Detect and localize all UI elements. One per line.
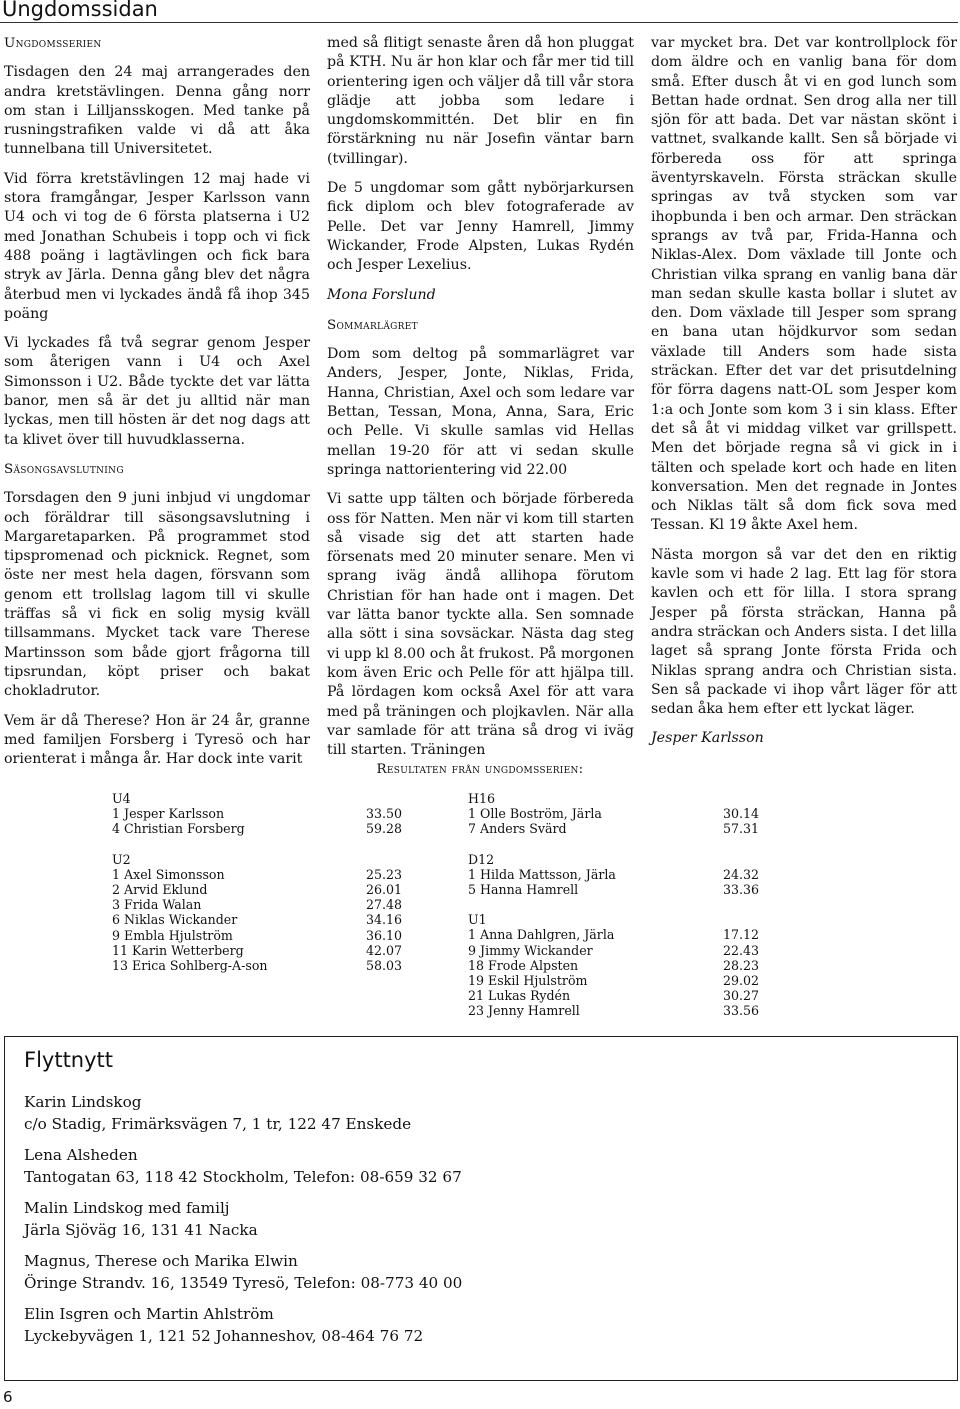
result-row: 1 Anna Dahlgren, Järla 17.12	[468, 927, 760, 943]
results-group	[112, 791, 412, 837]
column-3	[651, 34, 957, 760]
entry-address: c/o Stadig, Frimärksvägen 7, 1 tr, 122 47 Enskede	[24, 1114, 412, 1133]
section-heading-sommarlagret: Sommarlägret	[327, 317, 418, 333]
signature: Jesper Karlsson	[651, 730, 764, 747]
class-label: U4	[112, 791, 131, 806]
result-row: 9 Jimmy Wickander 22.43	[468, 942, 760, 958]
address-entry	[24, 1304, 462, 1347]
class-label: D12	[468, 851, 495, 867]
result-row: 19 Eskil Hjulström 29.02	[468, 972, 760, 988]
class-label: H16	[468, 791, 496, 806]
results-group	[468, 852, 768, 898]
results-group	[112, 852, 412, 974]
section-heading-ungdomsserien: Ungdomsserien	[4, 36, 102, 51]
result-row: 13 Erica Sohlberg-A-son 58.03	[112, 957, 403, 973]
address-entry	[24, 1251, 462, 1294]
signature: Mona Forslund	[327, 286, 436, 303]
result-row: 6 Niklas Wickander 34.16	[112, 912, 403, 928]
paragraph: Dom som deltog på sommarlägret var Anders, Jesper, Jonte, Niklas, Frida, Hanna, Christian, Axel och som ledare var Bettan, Tessan, Mona, Anna, Sara, Eric och Pelle. Vi skulle samlas vid Hellas mellan 19-20 för att vi sedan skulle springa nattorientering vid 22.00	[327, 346, 634, 478]
result-row: 18 Frode Alpsten 28.23	[468, 957, 760, 973]
entry-address: Tantogatan 63, 118 42 Stockholm, Telefon: 08-659 32 67	[24, 1167, 462, 1186]
paragraph: med så flitigt senaste åren då hon pluggat på KTH. Nu är hon klar och får mer tid till orientering igen och väljer då till vår stora glädje att jobba som ledare i ungdomskommittén. Det blir en fin förstärkning nu när Josefin väntar barn (tvillingar).	[327, 35, 634, 167]
results-title: Resultaten från ungdomsserien:	[376, 762, 584, 777]
results-right	[468, 791, 768, 1033]
result-row: 1 Axel Simonsson 25.23	[112, 866, 403, 882]
result-row: 1 Hilda Mattsson, Järla 24.32	[468, 866, 760, 882]
result-row: 1 Olle Boström, Järla 30.14	[468, 806, 760, 822]
entry-address: Järla Sjöväg 16, 131 41 Nacka	[24, 1220, 258, 1239]
address-entry	[24, 1145, 462, 1188]
result-row: 7 Anders Svärd 57.31	[468, 821, 760, 837]
result-row: 2 Arvid Eklund 26.01	[112, 881, 403, 897]
class-label: U1	[468, 912, 487, 928]
results-left	[112, 791, 412, 988]
entry-name: Magnus, Therese och Marika Elwin	[24, 1252, 298, 1270]
header-title: Ungdomssidan	[2, 0, 158, 21]
flyttnytt-title: Flyttnytt	[24, 1048, 114, 1072]
entry-address: Öringe Strandv. 16, 13549 Tyresö, Telefon: 08-773 40 00	[24, 1273, 463, 1292]
result-row: 3 Frida Walan 27.48	[112, 897, 403, 913]
result-row: 5 Hanna Hamrell 33.36	[468, 881, 760, 897]
column-2	[327, 34, 634, 770]
entry-name: Karin Lindskog	[24, 1093, 142, 1111]
entry-address: Lyckebyvägen 1, 121 52 Johanneshov, 08-464 76 72	[24, 1326, 424, 1345]
section-heading-sasongsavslutning: Säsongsavslutning	[4, 461, 124, 477]
result-row: 4 Christian Forsberg 59.28	[112, 821, 403, 837]
paragraph: Tisdagen den 24 maj arrangerades den andra kretstävlingen. Denna gång norr om stan i Lilljansskogen. Med tanke på rusningstrafiken valde vi då att åka tunnelbana till Universitetet.	[4, 64, 310, 158]
column-1	[4, 34, 310, 779]
result-row: 23 Jenny Hamrell 33.56	[468, 1003, 760, 1019]
paragraph: Vem är då Therese? Hon är 24 år, granne med familjen Forsberg i Tyresö och har orienterat i många år. Har dock inte varit	[4, 712, 310, 768]
results-group	[468, 912, 768, 1018]
page-number: 6	[3, 1388, 13, 1406]
paragraph: Vi lyckades få två segrar genom Jesper som återigen vann i U4 och Axel Simonsson i U2. Både tyckte det var lätta banor, men så är det ju alltid när man lyckas, men till hösten är det nog dags att ta klivet över till huvudklasserna.	[4, 335, 310, 448]
paragraph: Vi satte upp tälten och började förbereda oss för Natten. Men när vi kom till starten så visade sig det att starten hade försenats med 20 minuter senare. Men vi sprang iväg ändå allihopa förutom Christian för han hade ont i magen. Det var lätta banor tyckte alla. Sen somnade alla sött i sina sovsäckar. Nästa dag steg vi upp kl 8.00 och åt frukost. På morgonen kom även Eric och Pelle för att hjälpa till. På lördagen kom också Axel för att vara med på träningen och plojkavlen. När alla var samlade för att träna så drog vi iväg till starten. Träningen	[327, 491, 634, 759]
address-entry	[24, 1092, 462, 1135]
paragraph: Vid förra kretstävlingen 12 maj hade vi stora framgångar, Jesper Karlsson vann U4 och vi tog de 6 första platserna i U2 med Jonathan Schubeis i topp och vi fick 488 poäng i lagtävlingen och fick bara stryk av Järla. Denna gång blev det några återbud men vi lyckades ändå få ihop 345 poäng	[4, 170, 310, 322]
result-row: 21 Lukas Rydén 30.27	[468, 988, 760, 1004]
page-header	[0, 0, 958, 23]
paragraph: Torsdagen den 9 juni inbjud vi ungdomar och föräldrar till säsongsavslutning i Margaretaparken. På programmet stod tipspromenad och picknick. Regnet, som öste ner mest hela dagen, försvann som genom ett trollslag lagom till vi skulle träffas så vi fick en solig mysig kväll tillsammans. Mycket tack vare Therese Martinsson som både gjort frågorna till tipsrundan, köpt priser och bakat chokladrutor.	[4, 490, 310, 700]
result-row: 1 Jesper Karlsson 33.50	[112, 806, 403, 822]
paragraph: Nästa morgon så var det den en riktig kavle som vi hade 2 lag. Ett lag för stora kavlen och ett för lilla. I stora sprang Jesper på första sträckan, Hanna på andra sträckan och Anders sista. I det lilla laget så sprang Jonte första Frida och Niklas sprang andra och Christian sista. Sen så packade vi ihop vårt läger för att sedan åka hem efter ett lyckat läger.	[651, 546, 957, 718]
flyttnytt-box	[4, 1036, 958, 1381]
entry-name: Lena Alsheden	[24, 1146, 138, 1164]
class-label: U2	[112, 851, 131, 867]
result-row: 9 Embla Hjulström 36.10	[112, 927, 403, 943]
paragraph: De 5 ungdomar som gått nybörjarkursen fick diplom och blev fotograferade av Pelle. Det var Jenny Hamrell, Jimmy Wickander, Frode Alpsten, Lukas Rydén och Jesper Lexelius.	[327, 180, 634, 274]
entry-name: Elin Isgren och Martin Ahlström	[24, 1305, 274, 1323]
results-group	[468, 791, 768, 837]
entry-name: Malin Lindskog med familj	[24, 1199, 230, 1217]
paragraph: var mycket bra. Det var kontrollplock för dom äldre och en vanlig bana för dom små. Efter dusch åt vi en god lunch som Bettan hade ordnat. Sen drog alla ner till sjön för att bada. Det var nästan skönt i vattnet, svalkande kallt. Sen så började vi förbereda oss för att springa äventyrskaveln. Första sträckan skulle springas av två stycken som var ihopbunda i ben och armar. Den sträckan sprangs av två par, Frida-Hanna och Niklas-Alex. Dom växlade till Jonte och Christian vilka sprang en vanlig bana där man sedan skulle kasta bollar i slutet av den. Dom växlade till Jesper som sprang en bana utan höjdkurvor som sedan växlade till Anders som hade sista sträckan. Efter det var det prisutdelning för förra dagens natt-OL som Jesper kom 1:a och Jonte som kom 3 i sin klass. Efter det så åt vi middag vilket var grillspett. Men det började regna så vi gick in i tälten och spelade kort och hade en liten konversation. Men det regnade in Jontes och Niklas tält så dom fick sova med Tessan. Kl 19 åkte Axel hem.	[651, 35, 957, 534]
result-row: 11 Karin Wetterberg 42.07	[112, 942, 403, 958]
address-entry	[24, 1198, 462, 1241]
flyttnytt-list	[24, 1092, 462, 1357]
